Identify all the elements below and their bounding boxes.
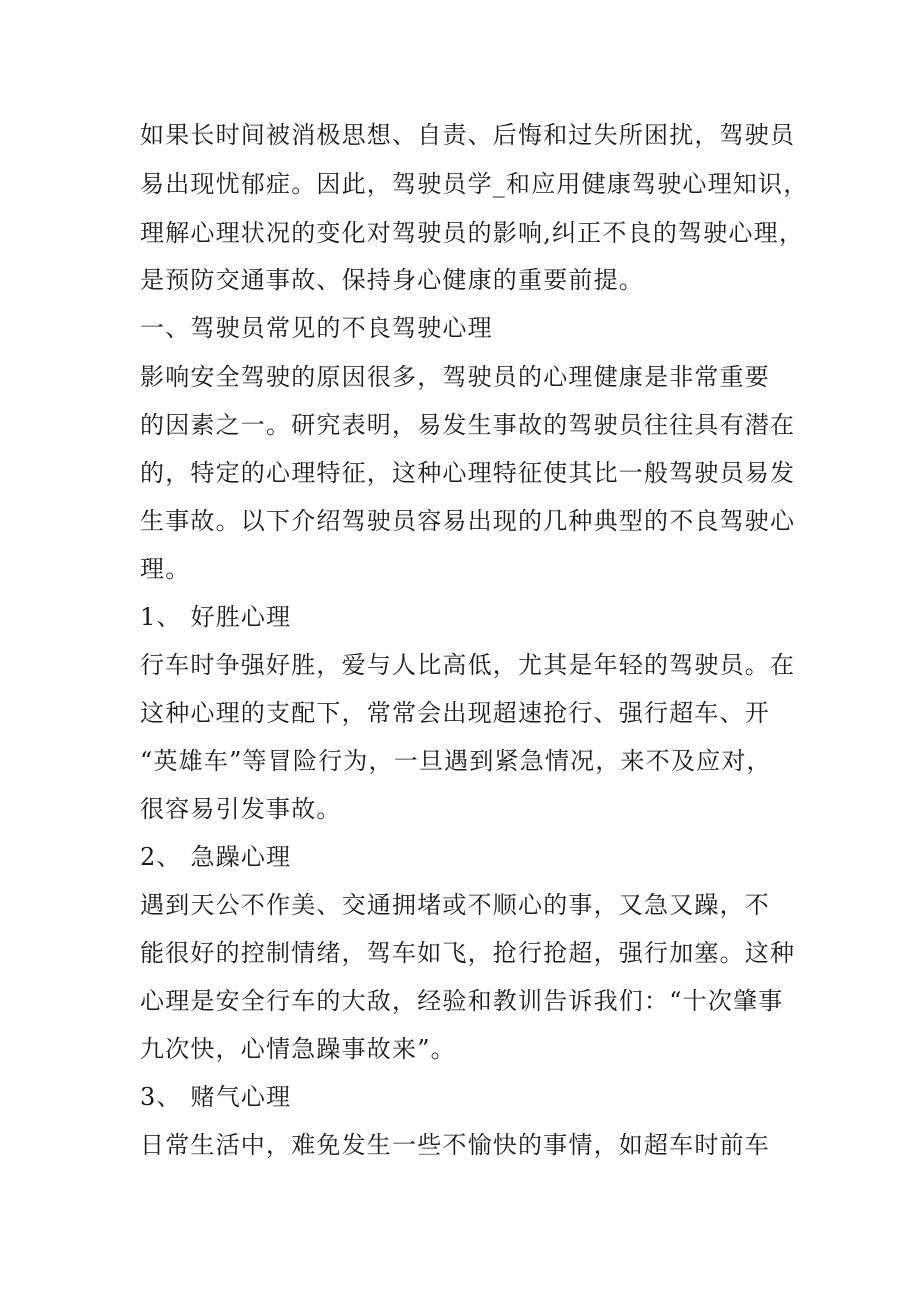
text-line: 心理是安全行车的大敌，经验和教训告诉我们：“十次肇事 bbox=[140, 987, 784, 1015]
text-line: 是预防交通事故、保持身心健康的重要前提。 bbox=[140, 266, 644, 294]
text-line: 日常生活中，难免发生一些不愉快的事情，如超车时前车 bbox=[140, 1131, 770, 1159]
section-heading: 一、驾驶员常见的不良驾驶心理 bbox=[140, 314, 493, 342]
text-line: 生事故。以下介绍驾驶员容易出现的几种典型的不良驾驶心 bbox=[140, 507, 796, 535]
text-line: 的，特定的心理特征，这种心理特征使其比一般驾驶员易发 bbox=[140, 459, 796, 487]
text-line: “英雄车”等冒险行为，一旦遇到紧急情况，来不及应对， bbox=[140, 747, 772, 775]
text-line: 理。 bbox=[140, 555, 191, 583]
subsection-heading: 1、 好胜心理 bbox=[140, 603, 292, 631]
text-line: 行车时争强好胜，爱与人比高低，尤其是年轻的驾驶员。在 bbox=[140, 651, 796, 679]
text-line: 理解心理状况的变化对驾驶员的影响,纠正不良的驾驶心理， bbox=[140, 219, 805, 247]
text-line: 很容易引发事故。 bbox=[140, 795, 342, 823]
text-line: 九次快，心情急躁事故来”。 bbox=[140, 1035, 456, 1063]
text-line: 能很好的控制情绪，驾车如飞，抢行抢超，强行加塞。这种 bbox=[140, 939, 796, 967]
subsection-heading: 2、 急躁心理 bbox=[140, 843, 292, 871]
text-line: 易出现忧郁症。因此，驾驶员学_和应用健康驾驶心理知识， bbox=[140, 170, 809, 198]
text-line: 遇到天公不作美、交通拥堵或不顺心的事，又急又躁，不 bbox=[140, 891, 770, 919]
subsection-heading: 3、 赌气心理 bbox=[140, 1083, 292, 1111]
text-line: 如果长时间被消极思想、自责、后悔和过失所困扰，驾驶员 bbox=[140, 121, 796, 149]
text-line: 这种心理的支配下，常常会出现超速抢行、强行超车、开 bbox=[140, 699, 770, 727]
text-line: 的因素之一。研究表明，易发生事故的驾驶员往往具有潜在 bbox=[140, 411, 796, 439]
text-line: 影响安全驾驶的原因很多，驾驶员的心理健康是非常重要 bbox=[140, 363, 770, 391]
